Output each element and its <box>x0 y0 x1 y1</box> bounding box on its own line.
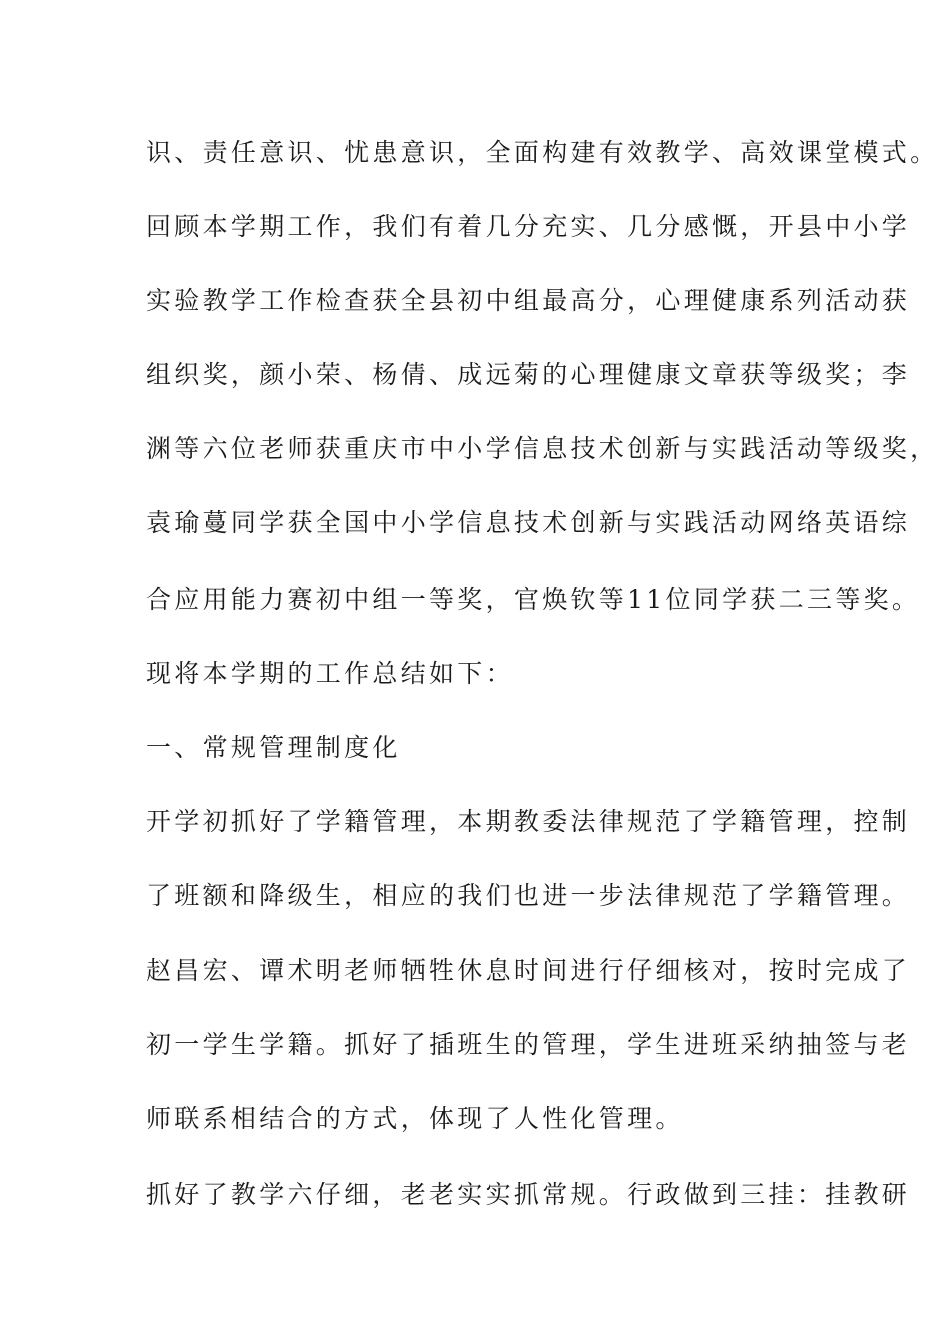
text-line: 组织奖，颜小荣、杨倩、成远菊的心理健康文章获等级奖；李 <box>146 360 911 389</box>
text-line: 赵昌宏、谭术明老师牺牲休息时间进行仔细核对，按时完成了 <box>146 956 911 985</box>
text-line: 回顾本学期工作，我们有着几分充实、几分感慨，开县中小学 <box>146 212 911 241</box>
text-line: 抓好了教学六仔细，老老实实抓常规。行政做到三挂：挂教研 <box>146 1180 911 1209</box>
text-line: 了班额和降级生，相应的我们也进一步法律规范了学籍管理。 <box>146 881 911 910</box>
text-line: 合应用能力赛初中组一等奖，官焕钦等11位同学获二三等奖。 <box>146 585 921 614</box>
text-line: 初一学生学籍。抓好了插班生的管理，学生进班采纳抽签与老 <box>146 1030 911 1059</box>
section-heading: 一、常规管理制度化 <box>146 733 401 762</box>
text-line: 现将本学期的工作总结如下： <box>146 659 514 688</box>
text-line: 识、责任意识、忧患意识，全面构建有效教学、高效课堂模式。 <box>146 138 939 167</box>
text-line: 师联系相结合的方式，体现了人性化管理。 <box>146 1104 684 1133</box>
text-line: 实验教学工作检查获全县初中组最高分，心理健康系列活动获 <box>146 286 911 315</box>
text-line: 开学初抓好了学籍管理，本期教委法律规范了学籍管理，控制 <box>146 807 911 836</box>
text-line: 袁瑜蔓同学获全国中小学信息技术创新与实践活动网络英语综 <box>146 508 911 537</box>
text-line: 渊等六位老师获重庆市中小学信息技术创新与实践活动等级奖， <box>146 434 939 463</box>
